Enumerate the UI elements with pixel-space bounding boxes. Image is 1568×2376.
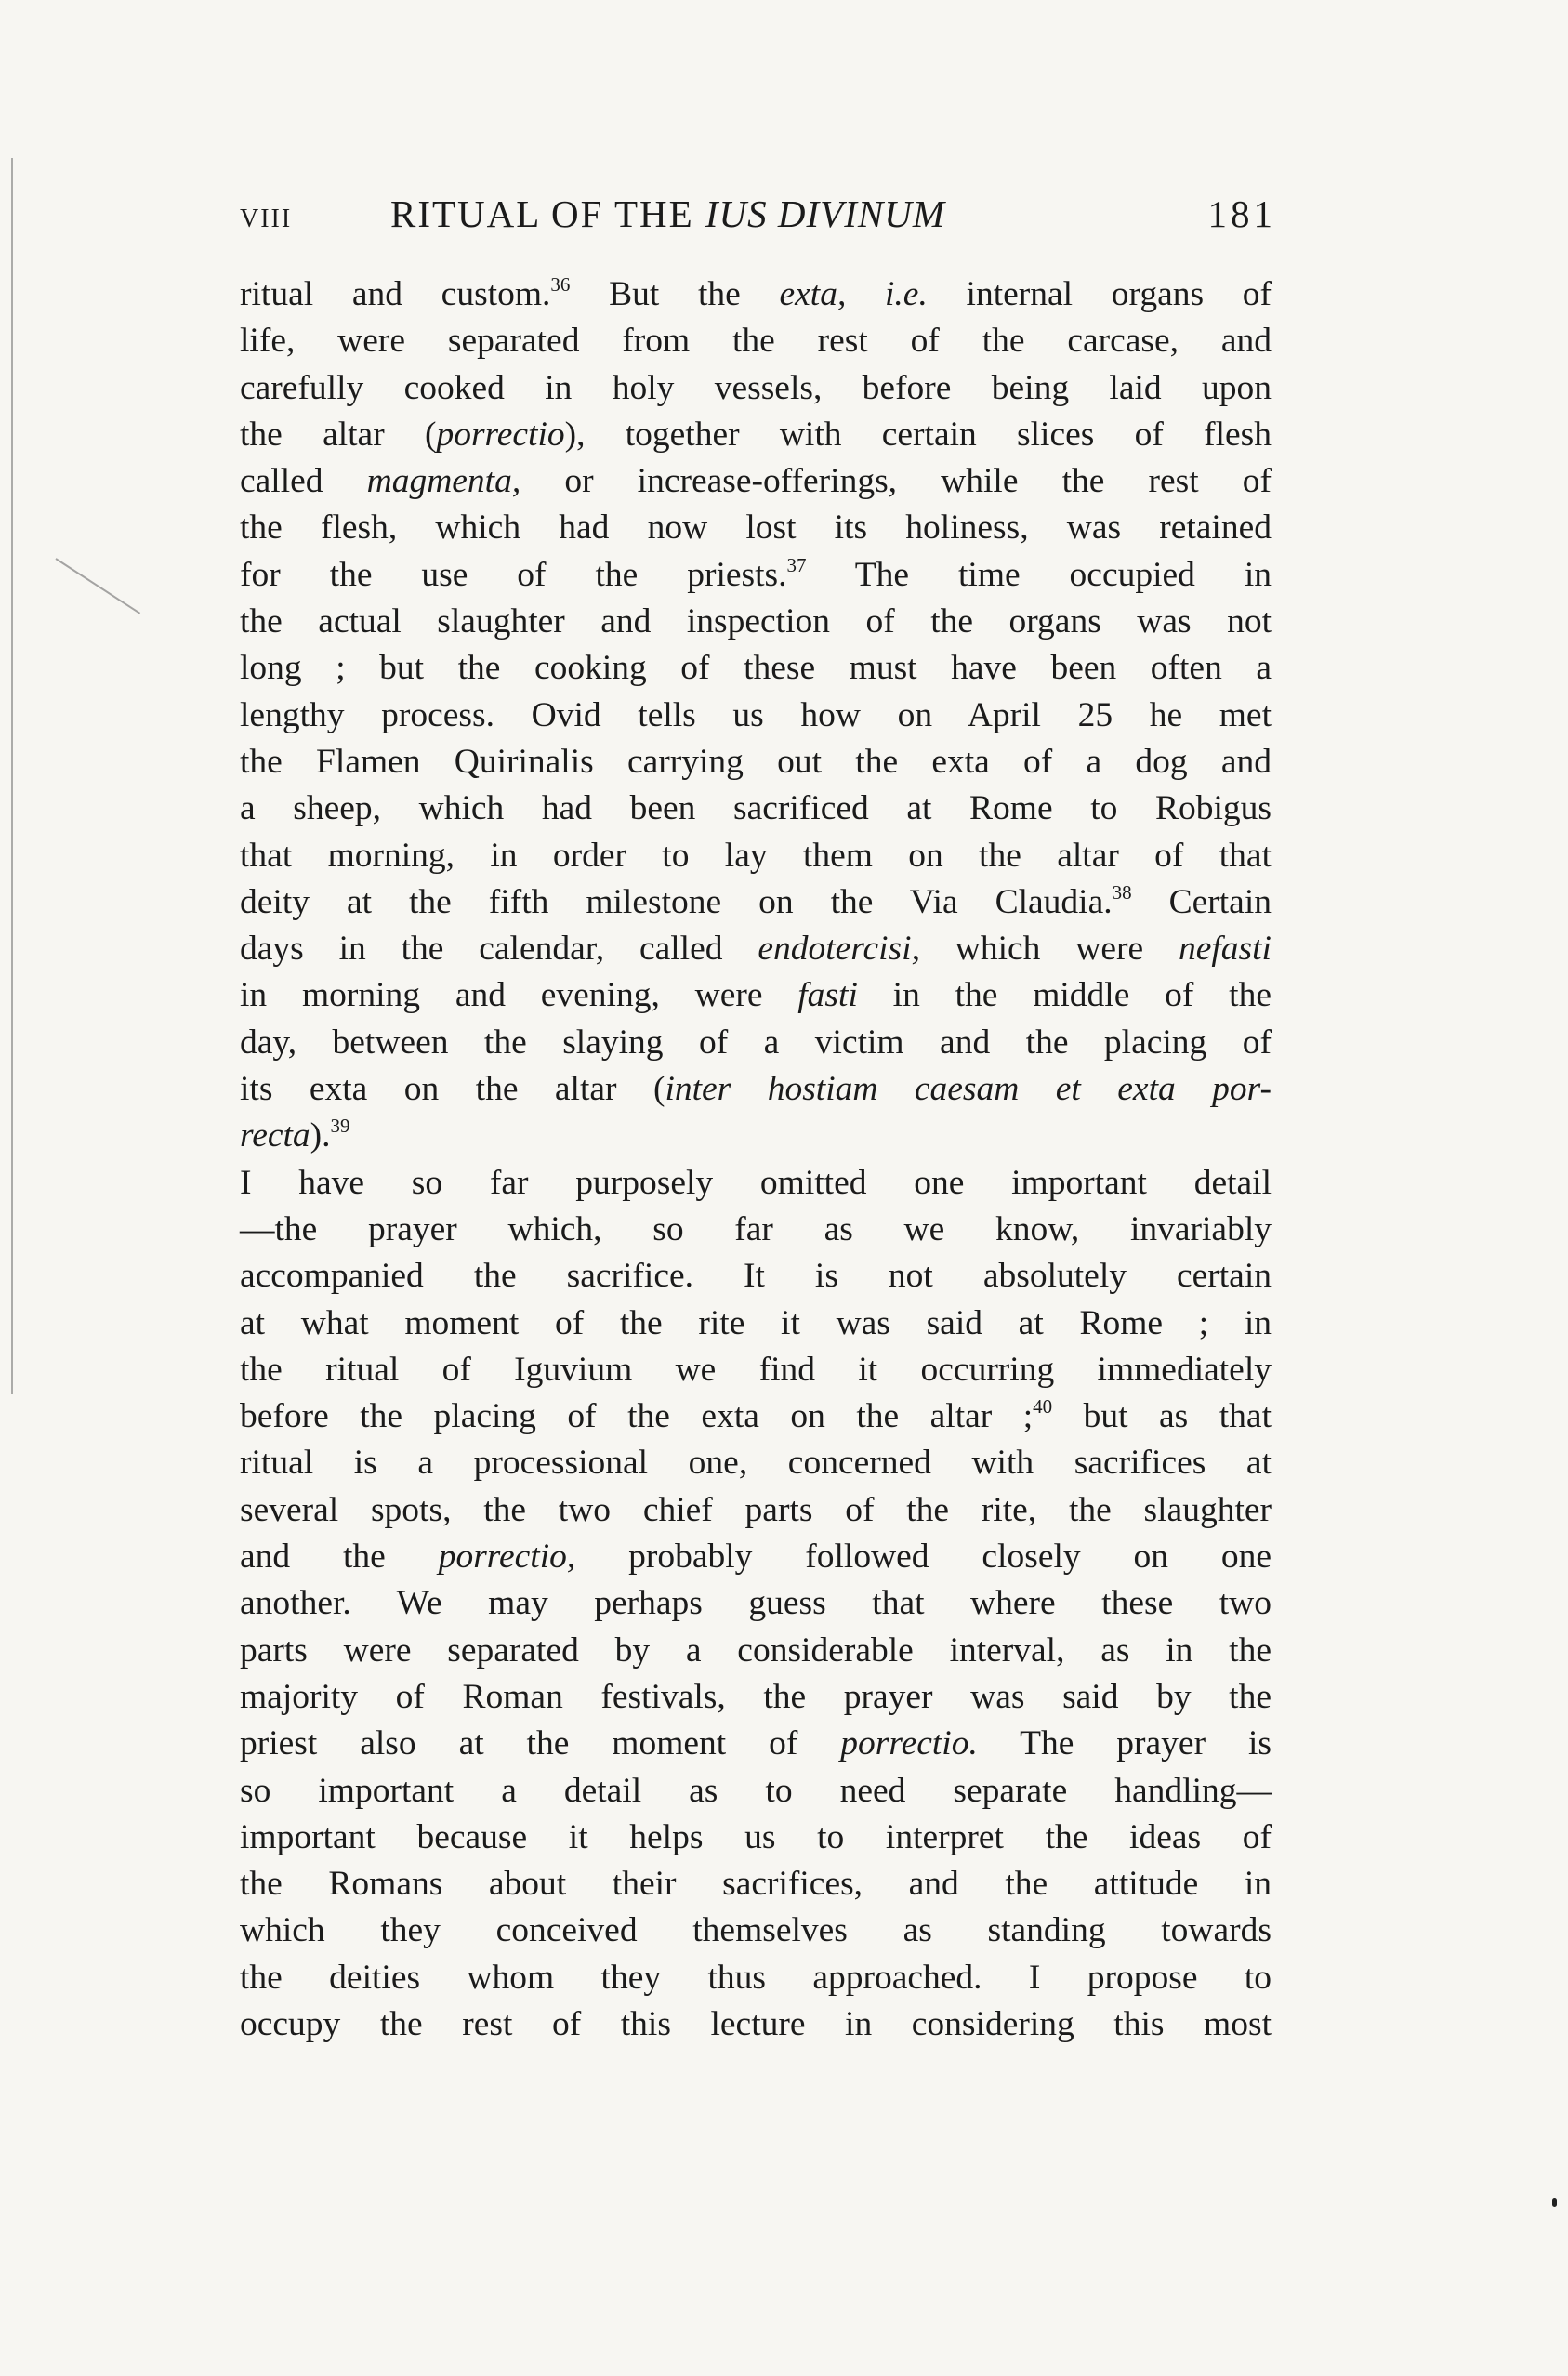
text-run: Certain — [1131, 882, 1272, 921]
italic-run: porrectio — [436, 415, 565, 454]
italic-run: porrectio, — [438, 1538, 576, 1577]
text-run: the deities whom they thus approached. I propose to — [240, 1958, 1272, 1997]
text-run: I have so far purposely omitted one important detail — [240, 1163, 1272, 1202]
text-run: called — [240, 462, 367, 501]
italic-run: recta — [240, 1116, 310, 1155]
text-run: for the use of the priests. — [240, 555, 787, 594]
text-run: several spots, the two chief parts of the rite, the slaughter — [240, 1490, 1272, 1529]
italic-run: fasti — [797, 976, 858, 1015]
text-run: majority of Roman festivals, the prayer was said by the — [240, 1677, 1272, 1716]
chapter-numeral: VIII — [240, 205, 293, 233]
page-number: 181 — [1207, 192, 1276, 235]
text-line — [240, 926, 1272, 972]
text-line — [240, 1440, 1272, 1486]
text-line — [240, 1907, 1272, 1954]
text-line — [240, 365, 1272, 412]
text-run: in morning and evening, were — [240, 976, 798, 1015]
text-run: deity at the fifth milestone on the Via Claudia. — [240, 882, 1113, 921]
text-run: But the — [570, 275, 780, 313]
text-run: occupy the rest of this lecture in considering this most — [240, 2004, 1272, 2043]
scan-edge-line — [11, 158, 13, 1394]
text-run: the ritual of Iguvium we find it occurring immediately — [240, 1350, 1272, 1389]
text-run: the altar ( — [240, 415, 437, 454]
text-run: carefully cooked in holy vessels, before being laid upon — [240, 368, 1272, 407]
footnote-ref: 40 — [1033, 1395, 1053, 1419]
text-run: day, between the slaying of a victim and the placing of — [240, 1023, 1272, 1062]
footnote-ref: 39 — [330, 1115, 350, 1138]
text-run: The prayer is — [977, 1724, 1272, 1763]
text-line — [240, 458, 1272, 505]
text-run: another. We may perhaps guess that where these two — [240, 1584, 1272, 1623]
text-line — [240, 1815, 1272, 1861]
text-line — [240, 1347, 1272, 1393]
text-run: its exta on the altar ( — [240, 1070, 665, 1109]
text-run: so important a detail as to need separate handling— — [240, 1771, 1272, 1810]
text-line — [240, 1300, 1272, 1347]
text-line — [240, 879, 1272, 926]
text-line — [240, 1768, 1272, 1815]
text-line — [240, 1861, 1272, 1907]
text-run: ), together with certain slices of flesh — [564, 415, 1272, 454]
text-run: before the placing of the exta on the altar ; — [240, 1397, 1034, 1436]
running-title-italic: IUS DIVINUM — [705, 192, 945, 235]
text-line — [240, 645, 1272, 692]
running-title — [390, 191, 945, 236]
italic-run: nefasti — [1178, 930, 1272, 969]
text-line — [240, 412, 1272, 458]
text-run: and the — [240, 1538, 439, 1577]
italic-run: magmenta, — [366, 462, 521, 501]
text-run: which they conceived themselves as standing towards — [240, 1911, 1272, 1950]
text-run: accompanied the sacrifice. It is not absolutely certain — [240, 1257, 1272, 1296]
text-line — [240, 1580, 1272, 1627]
text-line — [240, 271, 1272, 318]
text-run: which were — [919, 930, 1179, 969]
italic-run: endotercisi, — [758, 930, 920, 969]
text-line — [240, 1674, 1272, 1721]
text-run: probably followed closely on one — [575, 1538, 1272, 1577]
text-line — [240, 599, 1272, 645]
text-line — [240, 1393, 1272, 1440]
text-run: the Romans about their sacrifices, and the attitude in — [240, 1865, 1272, 1904]
text-line — [240, 318, 1272, 364]
text-run: or increase-offerings, while the rest of — [520, 462, 1272, 501]
text-line — [240, 1253, 1272, 1300]
text-run: parts were separated by a considerable interval, as in the — [240, 1630, 1272, 1670]
footnote-ref: 37 — [786, 553, 807, 576]
text-line — [240, 1113, 1272, 1159]
italic-run: inter hostiam caesam et exta por- — [665, 1070, 1272, 1109]
footnote-ref: 38 — [1112, 880, 1132, 904]
text-line — [240, 2001, 1272, 2048]
text-line — [240, 1207, 1272, 1253]
text-line — [240, 739, 1272, 785]
text-run: important because it helps us to interpret the ideas of — [240, 1817, 1272, 1856]
text-line — [240, 1020, 1272, 1066]
text-line — [240, 972, 1272, 1019]
text-run: long ; but the cooking of these must have been often a — [240, 649, 1272, 688]
text-run: that morning, in order to lay them on the altar of that — [240, 836, 1272, 875]
text-run: The time occupied in — [806, 555, 1272, 594]
text-run: days in the calendar, called — [240, 930, 758, 969]
text-run: life, were separated from the rest of the carcase, and — [240, 322, 1272, 361]
text-run: lengthy process. Ovid tells us how on April 25 he met — [240, 695, 1272, 734]
text-run: the Flamen Quirinalis carrying out the exta of a dog and — [240, 742, 1272, 781]
text-line — [240, 1955, 1272, 2001]
text-run: but as that — [1052, 1397, 1272, 1436]
text-line — [240, 1721, 1272, 1767]
text-run: —the prayer which, so far as we know, invariably — [240, 1209, 1272, 1248]
running-title-plain: RITUAL OF THE — [390, 192, 705, 235]
italic-run: exta, i.e. — [779, 275, 928, 313]
text-run: the actual slaughter and inspection of the organs was not — [240, 602, 1272, 641]
running-header — [240, 186, 1276, 242]
text-line — [240, 1487, 1272, 1534]
text-line — [240, 833, 1272, 879]
text-run: a sheep, which had been sacrificed at Rome to Robigus — [240, 789, 1272, 828]
text-run: in the middle of the — [857, 976, 1272, 1015]
text-run: internal organs of — [927, 275, 1272, 313]
text-line — [240, 1160, 1272, 1207]
scan-dot — [1552, 2198, 1557, 2207]
text-run: ). — [310, 1116, 331, 1155]
text-line — [240, 505, 1272, 551]
text-run: ritual is a processional one, concerned with sacrifices at — [240, 1444, 1272, 1483]
text-line — [240, 1628, 1272, 1674]
text-line — [240, 693, 1272, 739]
text-run: ritual and custom. — [240, 275, 551, 313]
body-text — [240, 271, 1272, 2048]
book-page — [240, 186, 1276, 2048]
text-line — [240, 785, 1272, 832]
italic-run: porrectio. — [840, 1724, 978, 1763]
text-line — [240, 552, 1272, 599]
text-run: at what moment of the rite it was said at Rome ; in — [240, 1303, 1272, 1342]
text-line — [240, 1066, 1272, 1113]
footnote-ref: 36 — [550, 273, 571, 296]
text-run: the flesh, which had now lost its holiness, was retained — [240, 508, 1272, 548]
text-run: priest also at the moment of — [240, 1724, 841, 1763]
scan-stray-mark — [55, 558, 140, 614]
text-line — [240, 1534, 1272, 1580]
